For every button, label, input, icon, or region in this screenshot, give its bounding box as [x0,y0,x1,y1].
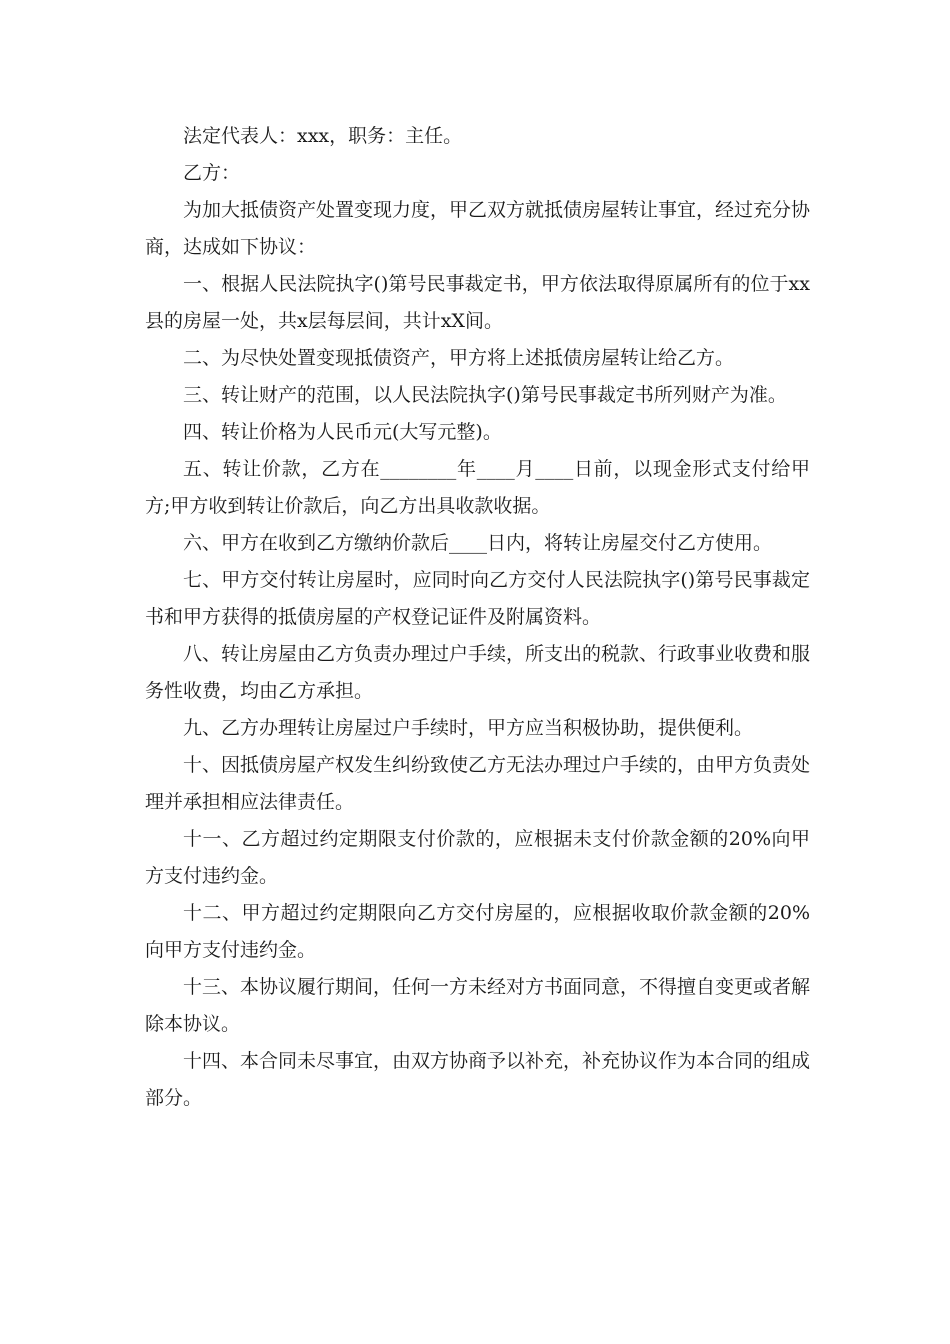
clause-9: 九、乙方办理转让房屋过户手续时，甲方应当积极协助，提供便利。 [183,717,754,739]
clause-13: 十三、本协议履行期间，任何一方未经对方书面同意，不得擅自变更或者解除本协议。 [145,976,811,1035]
paragraph-party-b: 乙方： [183,162,241,184]
clause-2: 二、为尽快处置变现抵债资产，甲方将上述抵债房屋转让给乙方。 [183,347,735,369]
clause-11: 十一、乙方超过约定期限支付价款的，应根据未支付价款金额的20%向甲方支付违约金。 [145,828,810,887]
clause-8: 八、转让房屋由乙方负责办理过户手续，所支出的税款、行政事业收费和服务性收费，均由乙方承担。 [145,643,811,702]
clause-5: 五、转让价款，乙方在________年____月____日前，以现金形式支付给甲方;甲方收到转让价款后，向乙方出具收款收据。 [145,458,810,517]
clause-3: 三、转让财产的范围，以人民法院执字()第号民事裁定书所列财产为准。 [183,384,787,406]
clause-4: 四、转让价格为人民币元(大写元整)。 [183,421,502,443]
clause-12: 十二、甲方超过约定期限向乙方交付房屋的，应根据收取价款金额的20%向甲方支付违约金。 [145,902,810,961]
clause-10: 十、因抵债房屋产权发生纠纷致使乙方无法办理过户手续的，由甲方负责处理并承担相应法律责任。 [145,754,811,813]
clause-14: 十四、本合同未尽事宜，由双方协商予以补充，补充协议作为本合同的组成部分。 [145,1050,811,1109]
clause-7: 七、甲方交付转让房屋时，应同时向乙方交付人民法院执字()第号民事裁定书和甲方获得的抵债房屋的产权登记证件及附属资料。 [145,569,810,628]
clause-6: 六、甲方在收到乙方缴纳价款后____日内，将转让房屋交付乙方使用。 [183,532,773,554]
paragraph-preamble: 为加大抵债资产处置变现力度，甲乙双方就抵债房屋转让事宜，经过充分协商，达成如下协议： [145,199,811,258]
paragraph-legal-representative: 法定代表人：xxx，职务：主任。 [183,125,463,147]
clause-1: 一、根据人民法院执字()第号民事裁定书，甲方依法取得原属所有的位于xx县的房屋一处，共x层每层间，共计xX间。 [145,273,810,332]
document-body [145,118,810,1117]
